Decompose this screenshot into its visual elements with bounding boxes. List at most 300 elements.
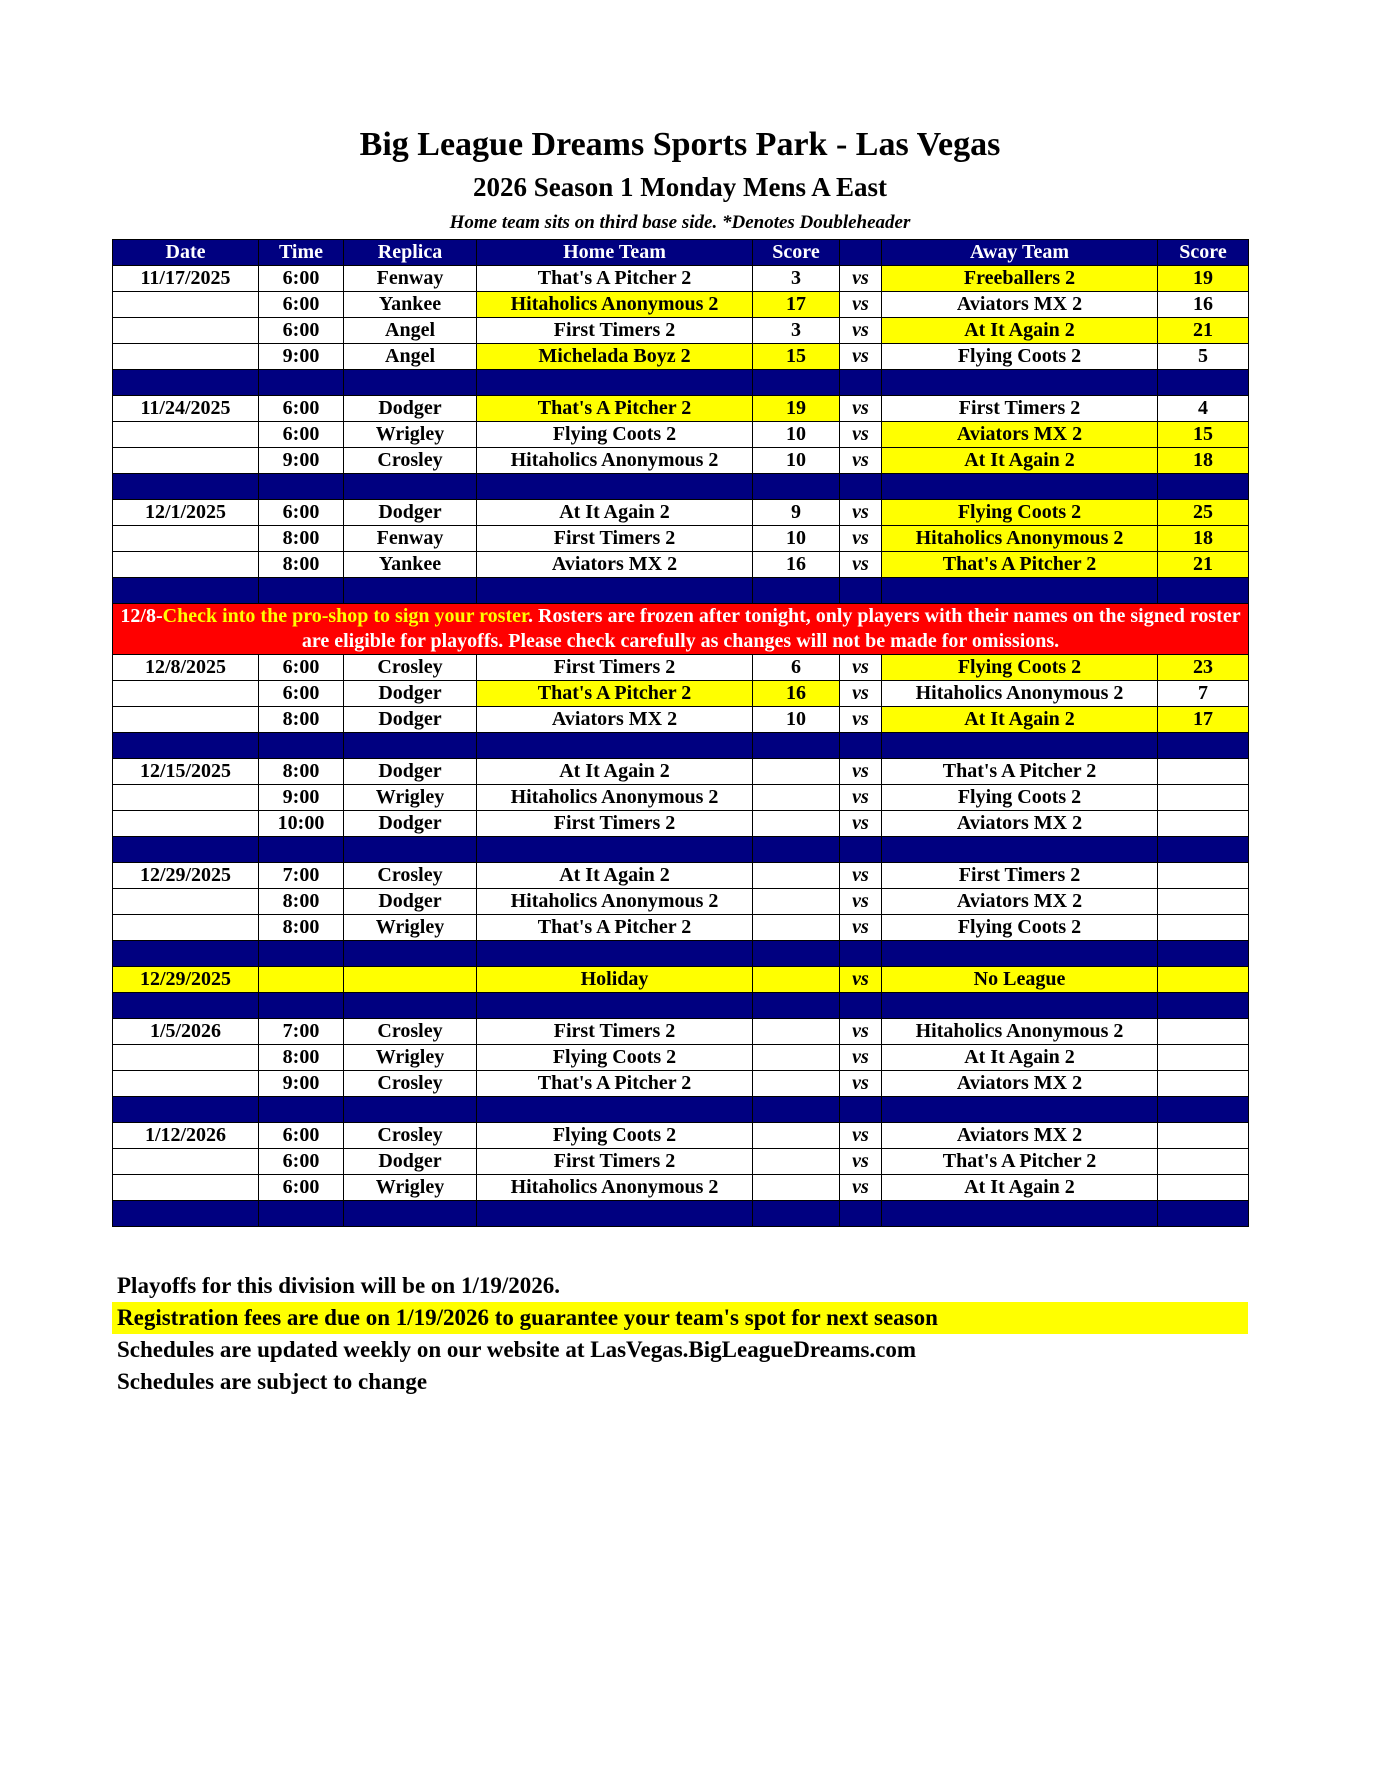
separator-cell (477, 370, 753, 396)
away-score: 15 (1158, 422, 1249, 448)
away-team: Aviators MX 2 (882, 1071, 1158, 1097)
holiday-away: No League (882, 967, 1158, 993)
week-separator-row (113, 1201, 1249, 1227)
game-date: 12/15/2025 (113, 759, 259, 785)
col-header-home-team: Home Team (477, 240, 753, 266)
separator-cell (753, 578, 840, 604)
game-date (113, 1149, 259, 1175)
away-team: Freeballers 2 (882, 266, 1158, 292)
separator-cell (477, 837, 753, 863)
away-team: First Timers 2 (882, 863, 1158, 889)
away-score: 23 (1158, 655, 1249, 681)
game-row (113, 707, 1249, 733)
vs-label: vs (840, 526, 882, 552)
game-row (113, 1045, 1249, 1071)
home-score: 16 (753, 681, 840, 707)
vs-label: vs (840, 863, 882, 889)
week-separator-row (113, 1097, 1249, 1123)
vs-label: vs (840, 292, 882, 318)
game-date (113, 292, 259, 318)
home-team: First Timers 2 (477, 655, 753, 681)
home-team: That's A Pitcher 2 (477, 266, 753, 292)
separator-cell (113, 733, 259, 759)
vs-label: vs (840, 681, 882, 707)
home-score: 10 (753, 526, 840, 552)
away-score: 4 (1158, 396, 1249, 422)
game-row (113, 448, 1249, 474)
separator-cell (840, 1097, 882, 1123)
home-score (753, 1175, 840, 1201)
game-date: 12/29/2025 (113, 863, 259, 889)
game-row (113, 1175, 1249, 1201)
game-date: 11/24/2025 (113, 396, 259, 422)
game-row (113, 811, 1249, 837)
home-score: 16 (753, 552, 840, 578)
separator-cell (753, 837, 840, 863)
game-replica: Angel (344, 344, 477, 370)
game-time: 6:00 (259, 681, 344, 707)
separator-cell (840, 578, 882, 604)
game-replica: Wrigley (344, 422, 477, 448)
home-team: Hitaholics Anonymous 2 (477, 1175, 753, 1201)
home-team: First Timers 2 (477, 318, 753, 344)
vs-label: vs (840, 422, 882, 448)
notice-lead: 12/8- (120, 605, 163, 627)
game-row (113, 292, 1249, 318)
game-replica: Wrigley (344, 785, 477, 811)
schedule-body (113, 266, 1249, 1227)
separator-cell (113, 1097, 259, 1123)
separator-cell (113, 370, 259, 396)
vs-label: vs (840, 655, 882, 681)
game-row (113, 266, 1249, 292)
home-team: Hitaholics Anonymous 2 (477, 889, 753, 915)
separator-cell (477, 474, 753, 500)
game-row (113, 915, 1249, 941)
week-separator-row (113, 474, 1249, 500)
separator-cell (840, 474, 882, 500)
notice-rest: . Rosters are frozen after tonight, only players with their names on the signed roster are eligible for playoffs. Please check carefully as changes will not be made for omissions. (301, 605, 1241, 652)
away-score (1158, 889, 1249, 915)
game-time: 9:00 (259, 448, 344, 474)
separator-cell (840, 1201, 882, 1227)
separator-cell (882, 370, 1158, 396)
playoffs-note: Playoffs for this division will be on 1/19/2026. (117, 1273, 561, 1298)
home-score (753, 1071, 840, 1097)
separator-cell (1158, 1201, 1249, 1227)
game-date (113, 889, 259, 915)
col-header-vs (840, 240, 882, 266)
separator-cell (1158, 837, 1249, 863)
game-time: 6:00 (259, 266, 344, 292)
game-time: 8:00 (259, 915, 344, 941)
home-score: 19 (753, 396, 840, 422)
away-team: Aviators MX 2 (882, 889, 1158, 915)
away-team: Hitaholics Anonymous 2 (882, 1019, 1158, 1045)
game-replica: Crosley (344, 1071, 477, 1097)
separator-cell (344, 837, 477, 863)
vs-label: vs (840, 1071, 882, 1097)
separator-cell (113, 941, 259, 967)
away-team: At It Again 2 (882, 448, 1158, 474)
game-date (113, 1175, 259, 1201)
away-score (1158, 1123, 1249, 1149)
separator-cell (344, 1201, 477, 1227)
game-replica: Fenway (344, 526, 477, 552)
home-score (753, 785, 840, 811)
vs-label: vs (840, 1123, 882, 1149)
game-row (113, 526, 1249, 552)
away-team: That's A Pitcher 2 (882, 759, 1158, 785)
game-time: 8:00 (259, 1045, 344, 1071)
game-time: 8:00 (259, 552, 344, 578)
home-score: 15 (753, 344, 840, 370)
game-date (113, 1071, 259, 1097)
home-team: That's A Pitcher 2 (477, 681, 753, 707)
game-time: 6:00 (259, 655, 344, 681)
game-row (113, 500, 1249, 526)
schedule-note: Home team sits on third base side. *Denotes Doubleheader (449, 212, 911, 233)
game-replica: Crosley (344, 863, 477, 889)
vs-label: vs (840, 915, 882, 941)
separator-cell (1158, 370, 1249, 396)
game-row (113, 1149, 1249, 1175)
separator-cell (1158, 733, 1249, 759)
separator-cell (1158, 474, 1249, 500)
separator-cell (882, 733, 1158, 759)
game-replica: Crosley (344, 1019, 477, 1045)
game-row (113, 318, 1249, 344)
separator-cell (477, 733, 753, 759)
vs-label: vs (840, 1045, 882, 1071)
separator-cell (113, 993, 259, 1019)
vs-label: vs (840, 1019, 882, 1045)
roster-notice-row (113, 604, 1249, 655)
game-row (113, 863, 1249, 889)
home-team: Flying Coots 2 (477, 1045, 753, 1071)
game-time: 9:00 (259, 785, 344, 811)
col-header-away-score: Score (1158, 240, 1249, 266)
game-date (113, 526, 259, 552)
away-team: Flying Coots 2 (882, 915, 1158, 941)
separator-cell (882, 1097, 1158, 1123)
vs-label: vs (840, 707, 882, 733)
away-score: 21 (1158, 318, 1249, 344)
vs-label: vs (840, 500, 882, 526)
separator-cell (477, 1201, 753, 1227)
vs-label: vs (840, 448, 882, 474)
away-team: At It Again 2 (882, 318, 1158, 344)
separator-cell (344, 993, 477, 1019)
game-replica: Crosley (344, 655, 477, 681)
week-separator-row (113, 733, 1249, 759)
away-score (1158, 863, 1249, 889)
away-score: 25 (1158, 500, 1249, 526)
home-score (753, 889, 840, 915)
game-date (113, 344, 259, 370)
game-row (113, 785, 1249, 811)
home-score (753, 759, 840, 785)
home-team: First Timers 2 (477, 811, 753, 837)
separator-cell (113, 578, 259, 604)
game-replica: Yankee (344, 552, 477, 578)
game-date (113, 318, 259, 344)
game-date (113, 422, 259, 448)
game-replica: Wrigley (344, 1175, 477, 1201)
separator-cell (882, 837, 1158, 863)
game-time: 6:00 (259, 1123, 344, 1149)
col-header-home-score: Score (753, 240, 840, 266)
separator-cell (1158, 1097, 1249, 1123)
separator-cell (882, 1201, 1158, 1227)
separator-cell (753, 370, 840, 396)
vs-label: vs (840, 967, 882, 993)
away-team: Flying Coots 2 (882, 785, 1158, 811)
game-replica: Yankee (344, 292, 477, 318)
separator-cell (113, 1201, 259, 1227)
separator-cell (882, 993, 1158, 1019)
separator-cell (753, 1097, 840, 1123)
away-score: 18 (1158, 448, 1249, 474)
separator-cell (259, 370, 344, 396)
home-score: 9 (753, 500, 840, 526)
away-team: Aviators MX 2 (882, 292, 1158, 318)
away-score (1158, 915, 1249, 941)
game-replica: Wrigley (344, 915, 477, 941)
game-date: 12/1/2025 (113, 500, 259, 526)
page-title: Big League Dreams Sports Park - Las Vegas (359, 126, 1001, 163)
game-date (113, 915, 259, 941)
separator-cell (344, 370, 477, 396)
separator-cell (259, 578, 344, 604)
separator-cell (344, 578, 477, 604)
away-team: That's A Pitcher 2 (882, 552, 1158, 578)
separator-cell (477, 578, 753, 604)
game-date: 1/12/2026 (113, 1123, 259, 1149)
home-score: 3 (753, 318, 840, 344)
away-score (1158, 1019, 1249, 1045)
game-date: 11/17/2025 (113, 266, 259, 292)
separator-cell (259, 941, 344, 967)
home-team: At It Again 2 (477, 500, 753, 526)
game-time: 8:00 (259, 526, 344, 552)
game-row (113, 1071, 1249, 1097)
game-time: 9:00 (259, 344, 344, 370)
game-row (113, 681, 1249, 707)
away-team: Flying Coots 2 (882, 500, 1158, 526)
game-time: 8:00 (259, 889, 344, 915)
away-team: At It Again 2 (882, 1175, 1158, 1201)
separator-cell (477, 993, 753, 1019)
game-replica: Dodger (344, 500, 477, 526)
away-team: Aviators MX 2 (882, 422, 1158, 448)
game-replica: Angel (344, 318, 477, 344)
game-date (113, 785, 259, 811)
game-replica: Wrigley (344, 1045, 477, 1071)
separator-cell (344, 733, 477, 759)
change-note: Schedules are subject to change (117, 1369, 428, 1394)
vs-label: vs (840, 811, 882, 837)
vs-label: vs (840, 759, 882, 785)
separator-cell (882, 578, 1158, 604)
game-replica: Dodger (344, 889, 477, 915)
away-team: First Timers 2 (882, 396, 1158, 422)
separator-cell (113, 474, 259, 500)
game-row (113, 422, 1249, 448)
game-date (113, 707, 259, 733)
separator-cell (259, 1201, 344, 1227)
holiday-away-score (1158, 967, 1249, 993)
game-row (113, 655, 1249, 681)
away-score (1158, 1149, 1249, 1175)
game-time: 6:00 (259, 1149, 344, 1175)
holiday-label: Holiday (477, 967, 753, 993)
home-team: Michelada Boyz 2 (477, 344, 753, 370)
week-separator-row (113, 370, 1249, 396)
game-row (113, 344, 1249, 370)
game-time: 6:00 (259, 292, 344, 318)
holiday-replica (344, 967, 477, 993)
col-header-replica: Replica (344, 240, 477, 266)
vs-label: vs (840, 552, 882, 578)
home-team: That's A Pitcher 2 (477, 915, 753, 941)
game-date (113, 448, 259, 474)
game-replica: Dodger (344, 1149, 477, 1175)
game-date: 12/8/2025 (113, 655, 259, 681)
col-header-away-team: Away Team (882, 240, 1158, 266)
away-team: At It Again 2 (882, 1045, 1158, 1071)
away-score (1158, 1175, 1249, 1201)
away-score: 16 (1158, 292, 1249, 318)
away-score (1158, 811, 1249, 837)
separator-cell (344, 1097, 477, 1123)
holiday-row (113, 967, 1249, 993)
separator-cell (753, 993, 840, 1019)
home-team: That's A Pitcher 2 (477, 1071, 753, 1097)
registration-note: Registration fees are due on 1/19/2026 to guarantee your team's spot for next season (112, 1302, 1248, 1334)
away-team: Hitaholics Anonymous 2 (882, 681, 1158, 707)
home-team: Hitaholics Anonymous 2 (477, 785, 753, 811)
separator-cell (113, 837, 259, 863)
home-team: First Timers 2 (477, 1019, 753, 1045)
vs-label: vs (840, 1149, 882, 1175)
home-score: 10 (753, 448, 840, 474)
separator-cell (840, 837, 882, 863)
away-score (1158, 1071, 1249, 1097)
away-team: Hitaholics Anonymous 2 (882, 526, 1158, 552)
game-row (113, 889, 1249, 915)
game-row (113, 759, 1249, 785)
vs-label: vs (840, 318, 882, 344)
away-score: 7 (1158, 681, 1249, 707)
col-header-time: Time (259, 240, 344, 266)
holiday-time (259, 967, 344, 993)
home-team: Aviators MX 2 (477, 552, 753, 578)
vs-label: vs (840, 1175, 882, 1201)
game-date (113, 552, 259, 578)
game-time: 9:00 (259, 1071, 344, 1097)
separator-cell (1158, 993, 1249, 1019)
home-team: Hitaholics Anonymous 2 (477, 448, 753, 474)
home-score (753, 1019, 840, 1045)
page-subtitle: 2026 Season 1 Monday Mens A East (472, 172, 888, 202)
away-team: Flying Coots 2 (882, 344, 1158, 370)
separator-cell (840, 993, 882, 1019)
vs-label: vs (840, 266, 882, 292)
home-score (753, 863, 840, 889)
game-time: 6:00 (259, 318, 344, 344)
game-time: 6:00 (259, 500, 344, 526)
home-score (753, 811, 840, 837)
away-score (1158, 759, 1249, 785)
away-team: Aviators MX 2 (882, 1123, 1158, 1149)
game-row (113, 1019, 1249, 1045)
home-score (753, 1149, 840, 1175)
separator-cell (840, 733, 882, 759)
separator-cell (882, 941, 1158, 967)
game-row (113, 552, 1249, 578)
away-team: At It Again 2 (882, 707, 1158, 733)
col-header-date: Date (113, 240, 259, 266)
game-replica: Crosley (344, 448, 477, 474)
table-header-row (113, 240, 1249, 266)
game-row (113, 396, 1249, 422)
separator-cell (753, 1201, 840, 1227)
home-score: 17 (753, 292, 840, 318)
week-separator-row (113, 837, 1249, 863)
home-team: At It Again 2 (477, 759, 753, 785)
vs-label: vs (840, 396, 882, 422)
separator-cell (753, 941, 840, 967)
separator-cell (882, 474, 1158, 500)
vs-label: vs (840, 785, 882, 811)
home-score (753, 915, 840, 941)
vs-label: vs (840, 889, 882, 915)
holiday-score (753, 967, 840, 993)
separator-cell (1158, 941, 1249, 967)
away-team: That's A Pitcher 2 (882, 1149, 1158, 1175)
away-score (1158, 785, 1249, 811)
game-time: 10:00 (259, 811, 344, 837)
home-team: Aviators MX 2 (477, 707, 753, 733)
away-score (1158, 1045, 1249, 1071)
week-separator-row (113, 941, 1249, 967)
away-score: 21 (1158, 552, 1249, 578)
game-row (113, 1123, 1249, 1149)
home-team: Hitaholics Anonymous 2 (477, 292, 753, 318)
game-time: 6:00 (259, 1175, 344, 1201)
home-score (753, 1045, 840, 1071)
separator-cell (259, 837, 344, 863)
game-replica: Dodger (344, 707, 477, 733)
game-date: 1/5/2026 (113, 1019, 259, 1045)
game-time: 6:00 (259, 396, 344, 422)
game-replica: Dodger (344, 811, 477, 837)
game-time: 8:00 (259, 759, 344, 785)
away-team: Flying Coots 2 (882, 655, 1158, 681)
game-replica: Dodger (344, 759, 477, 785)
home-score (753, 1123, 840, 1149)
away-score: 19 (1158, 266, 1249, 292)
home-score: 6 (753, 655, 840, 681)
separator-cell (753, 474, 840, 500)
home-team: First Timers 2 (477, 526, 753, 552)
separator-cell (477, 1097, 753, 1123)
website-note: Schedules are updated weekly on our website at LasVegas.BigLeagueDreams.com (117, 1337, 917, 1362)
home-team: Flying Coots 2 (477, 1123, 753, 1149)
home-score: 10 (753, 422, 840, 448)
home-team: At It Again 2 (477, 863, 753, 889)
